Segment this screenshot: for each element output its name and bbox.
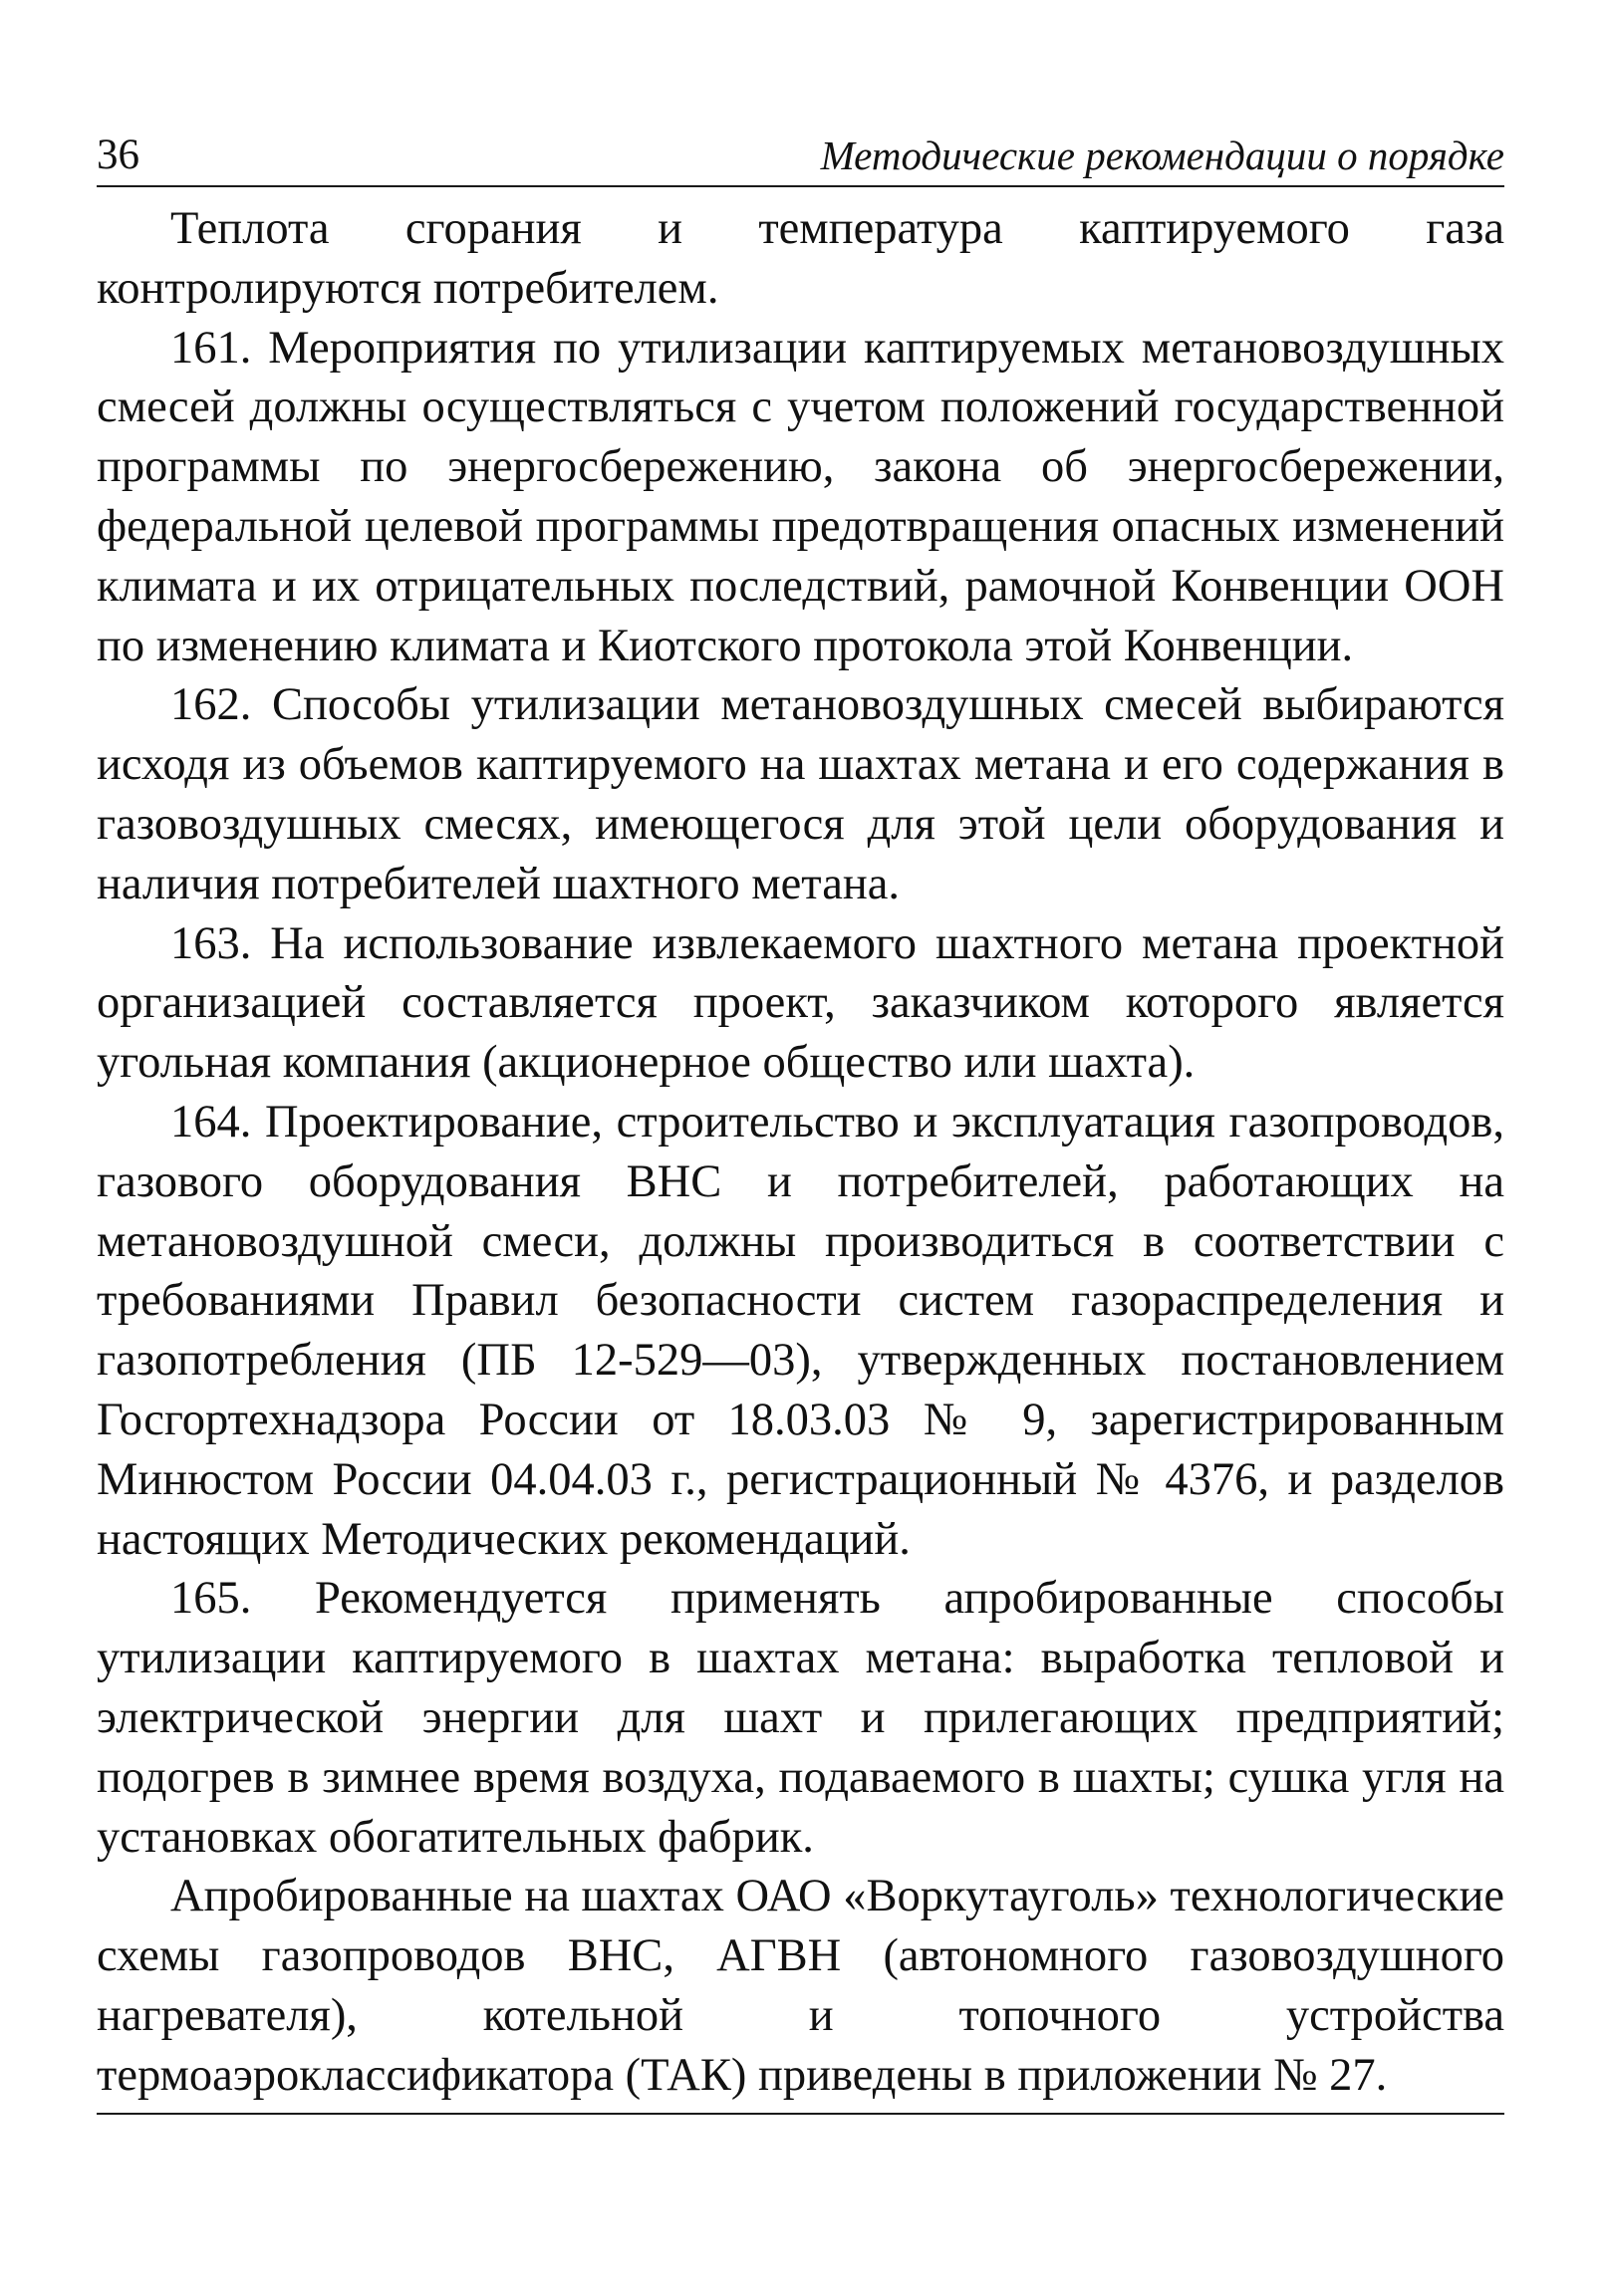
- paragraph-161: 161. Мероприятия по утилизации каптируемых метановоздушных смесей должны осуществляться с учетом положений государственной программы по энергосбережению, закона об энергосбережении, федеральной целевой программы предотвращения опасных изменений климата и их отрицательных последствий, рамочной Конвенции ООН по изменению климата и Киотского протокола этой Конвенции.: [97, 322, 1504, 671]
- paragraph-165: 165. Рекомендуется применять апробированные способы утилизации каптируемого в шахтах метана: выработка тепловой и электрической энергии для шахт и прилегающих предприятий; подогрев в зимнее время воздуха, подаваемого в шахты; сушка угля на установках обогатительных фабрик.: [97, 1573, 1504, 1863]
- paragraph-164: 164. Проектирование, строительство и эксплуатация газопроводов, газового оборудования ВНС и потребителей, работающих на метановоздушной смеси, должны производиться в соответствии с требованиями Правил безопасности систем газораспределения и газопотребления (ПБ 12-529—03), утвержденных постановлением Госгортехнадзора России от 18.03.03 № 9, зарегистрированным Минюстом России 04.04.03 г., регистрационный № 4376, и разделов настоящих Методических рекомендаций.: [97, 1096, 1504, 1565]
- document-page: [97, 128, 1504, 2219]
- paragraph-162: 162. Способы утилизации метановоздушных смесей выбираются исходя из объемов каптируемого на шахтах метана и его содержания в газовоздушных смесях, имеющегося для этой цели оборудования и наличия потребителей шахтного метана.: [97, 679, 1504, 909]
- page-number: 36: [97, 131, 139, 178]
- paragraph-tested-schemes: Апробированные на шахтах ОАО «Воркутауголь» технологические схемы газопроводов ВНС, АГВН (автономного газовоздушного нагревателя), котельной и топочного устройства термоаэроклассификатора (ТАК) приведены в приложении № 27.: [97, 1871, 1504, 2101]
- running-title: Методические рекомендации о порядке: [820, 132, 1504, 178]
- paragraph-163: 163. На использование извлекаемого шахтного метана проектной организацией составляется проект, заказчиком которого является угольная компания (акционерное общество или шахта).: [97, 917, 1504, 1089]
- running-head: [97, 128, 1504, 187]
- body-text: [97, 199, 1504, 2106]
- paragraph-heat-of-combustion: Теплота сгорания и температура каптируемого газа контролируются потребителем.: [97, 203, 1504, 314]
- bottom-rule: [97, 2113, 1504, 2115]
